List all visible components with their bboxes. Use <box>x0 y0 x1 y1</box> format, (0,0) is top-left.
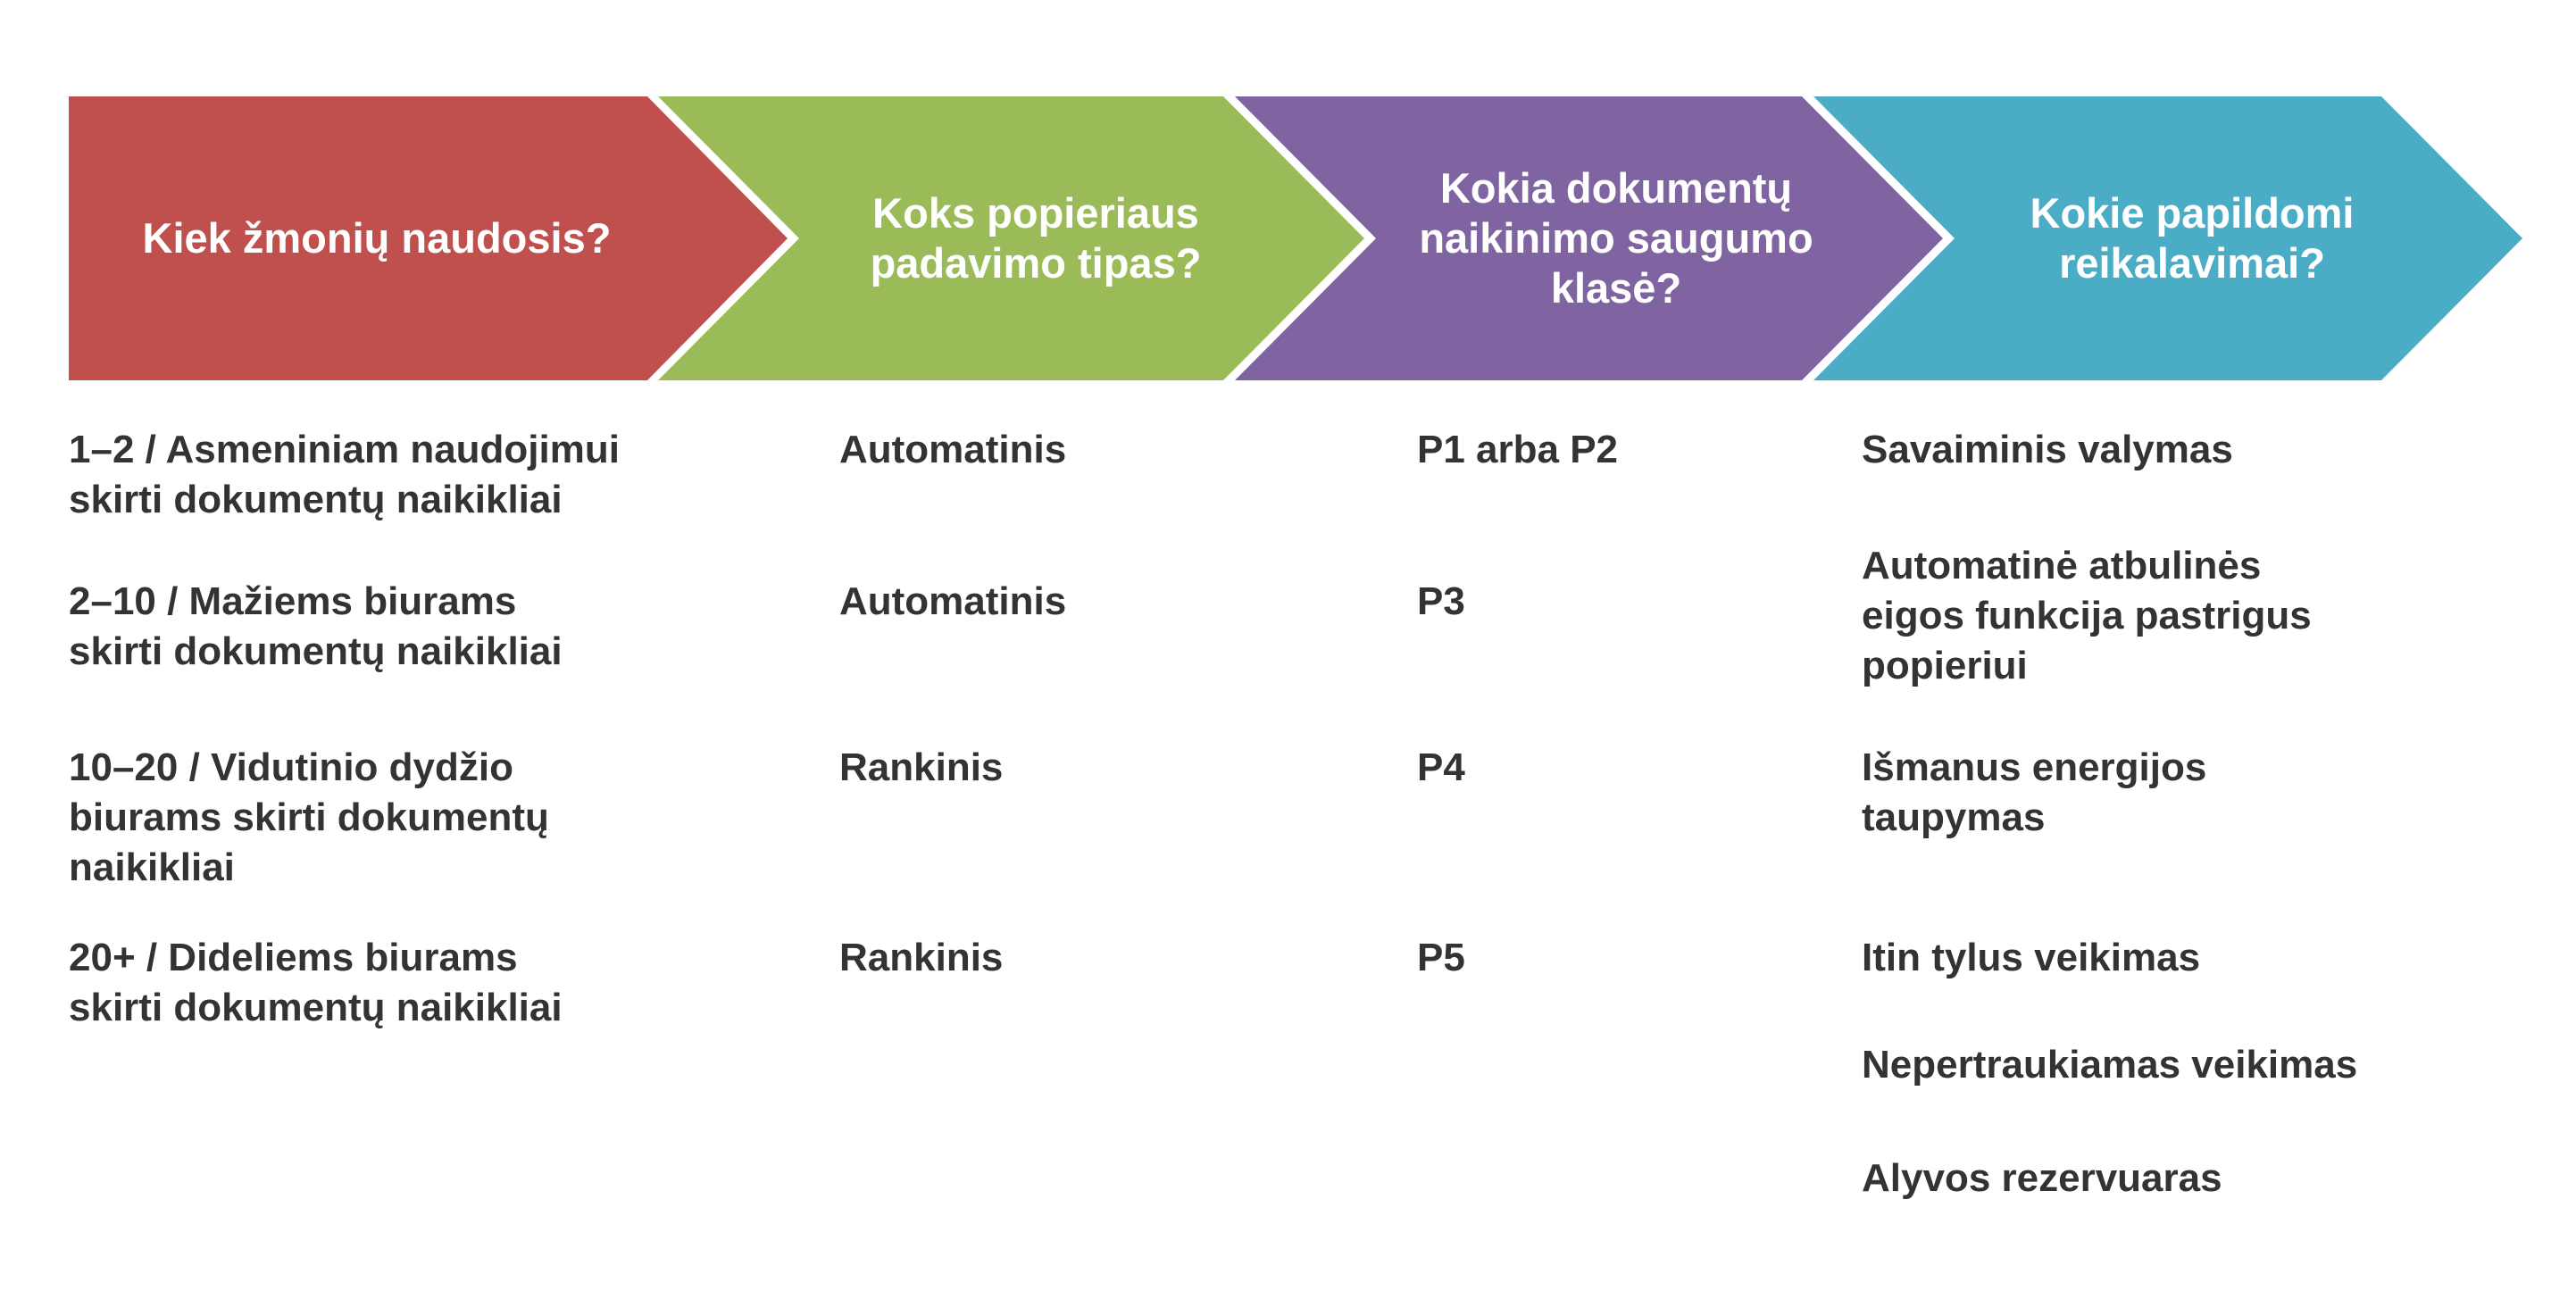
step-3-item: P5 <box>1417 936 1465 979</box>
step-4-title: Kokie papildomi reikalavimai? <box>2030 189 2355 287</box>
step-2-item: Rankinis <box>839 936 1004 979</box>
step-3-item: P3 <box>1417 579 1465 623</box>
step-4-item: Savaiminis valymas <box>1862 428 2233 471</box>
step-3-item: P1 arba P2 <box>1417 428 1619 471</box>
step-2-item: Rankinis <box>839 745 1004 789</box>
step-1-item: 1–2 / Asmeniniam naudojimui skirti dokumentų naikikliai <box>69 428 620 521</box>
step-4-item: Itin tylus veikimas <box>1862 936 2201 979</box>
step-3-item: P4 <box>1417 745 1465 789</box>
step-3-title: Kokia dokumentų naikinimo saugumo klasė? <box>1419 164 1813 312</box>
step-4-item: Išmanus energijos taupymas <box>1862 745 2207 839</box>
step-1-title: Kiek žmonių naudosis? <box>142 214 612 262</box>
step-4-item: Alyvos rezervuaras <box>1862 1156 2222 1200</box>
step-2-item: Automatinis <box>839 579 1067 623</box>
step-4-item: Automatinė atbulinės eigos funkcija pastrigus popieriui <box>1862 544 2312 687</box>
step-1-item: 20+ / Dideliems biurams skirti dokumentų naikikliai <box>69 936 563 1029</box>
step-2-item: Automatinis <box>839 428 1067 471</box>
step-4-item: Nepertraukiamas veikimas <box>1862 1043 2358 1087</box>
step-1-item: 2–10 / Mažiems biurams skirti dokumentų naikikliai <box>69 579 563 673</box>
step-1-item: 10–20 / Vidutinio dydžio biurams skirti dokumentų naikikliai <box>69 745 549 889</box>
step-2-title: Koks popieriaus padavimo tipas? <box>870 189 1202 287</box>
